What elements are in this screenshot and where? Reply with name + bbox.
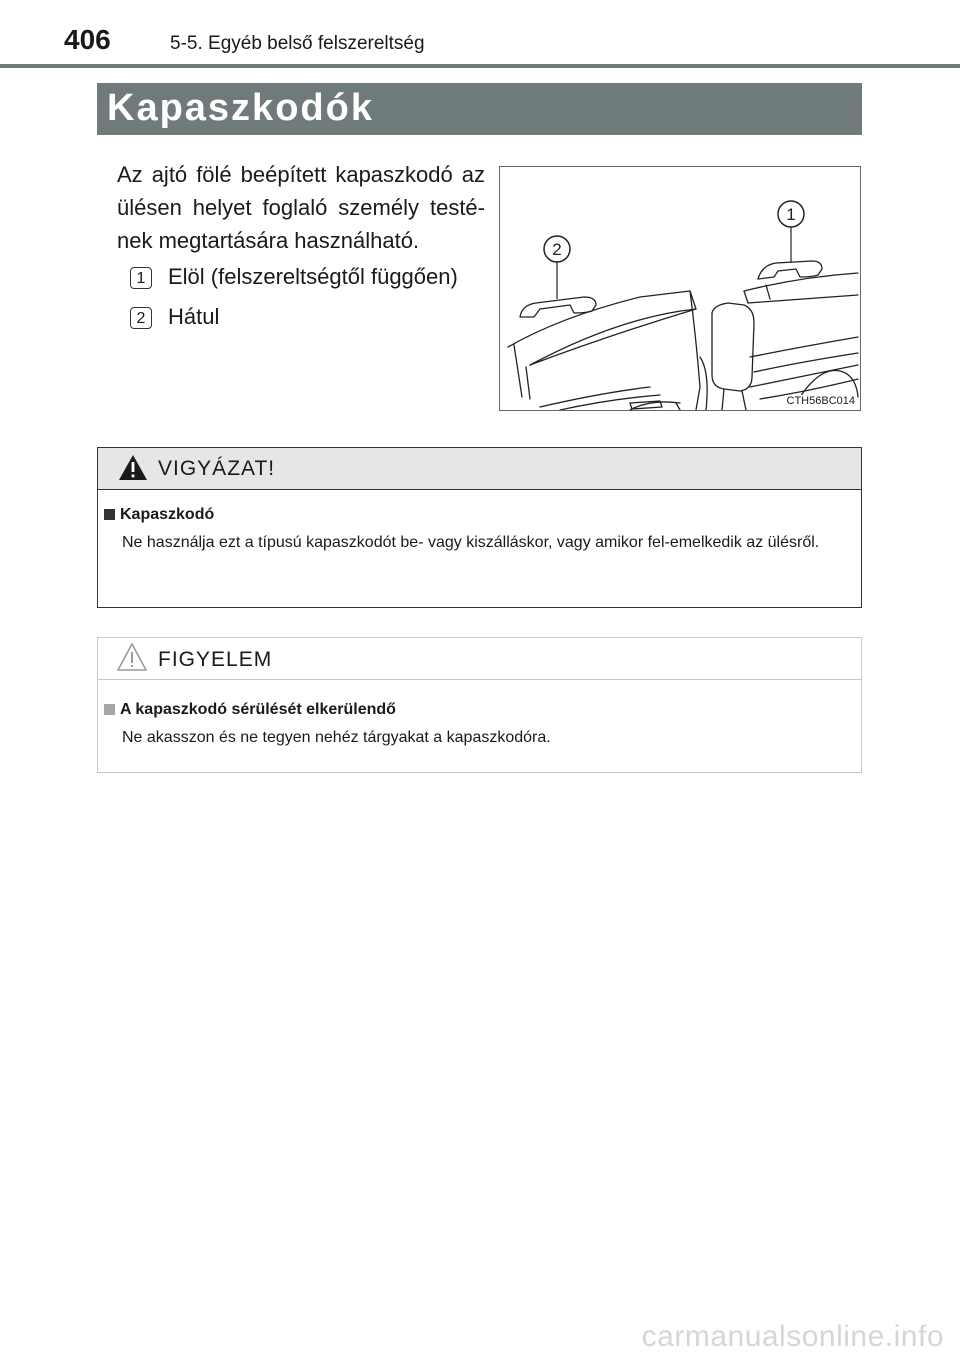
assist-grip-illustration xyxy=(499,166,861,411)
page-title: Kapaszkodók xyxy=(107,87,374,129)
notice-subheading xyxy=(104,701,396,719)
warning-header xyxy=(98,448,861,490)
warning-title: VIGYÁZAT! xyxy=(158,457,276,480)
page-header xyxy=(0,0,960,70)
list-item-text: Hátul xyxy=(168,304,220,329)
caution-triangle-outline-icon xyxy=(116,642,148,677)
section-reference: 5-5. Egyéb belső felszereltség xyxy=(170,33,425,54)
car-interior-line-drawing xyxy=(500,167,860,410)
notice-subheading-text: A kapaszkodó sérülését elkerülendő xyxy=(120,701,396,718)
square-bullet-icon xyxy=(104,509,115,520)
callout-2-label: 2 xyxy=(552,240,562,259)
callout-1-label: 1 xyxy=(786,205,796,224)
list-item-text: Elöl (felszereltségtől függően) xyxy=(168,264,458,289)
warning-subheading xyxy=(104,506,214,524)
warning-box xyxy=(97,447,862,608)
notice-header xyxy=(98,638,861,680)
header-divider xyxy=(0,64,960,68)
intro-paragraph: Az ajtó fölé beépített kapaszkodó az ülésen helyet foglaló személy testé-nek megtartására használható. xyxy=(117,162,485,253)
callout-number-badge: 1 xyxy=(130,267,152,289)
warning-text: Ne használja ezt a típusú kapaszkodót be- vagy kiszálláskor, vagy amikor fel-emelkedik az ülésről. xyxy=(122,534,820,551)
section-title-bar xyxy=(97,83,862,135)
square-bullet-icon xyxy=(104,704,115,715)
warning-triangle-icon xyxy=(118,454,148,486)
callout-number-badge: 2 xyxy=(130,307,152,329)
warning-subheading-text: Kapaszkodó xyxy=(120,506,215,523)
notice-text: Ne akasszon és ne tegyen nehéz tárgyakat a kapaszkodóra. xyxy=(122,729,551,746)
page-number: 406 xyxy=(64,24,111,55)
watermark: carmanualsonline.info xyxy=(641,1320,944,1353)
notice-box xyxy=(97,637,862,773)
figure-code: CTH56BC014 xyxy=(786,395,855,407)
notice-title: FIGYELEM xyxy=(158,648,273,671)
